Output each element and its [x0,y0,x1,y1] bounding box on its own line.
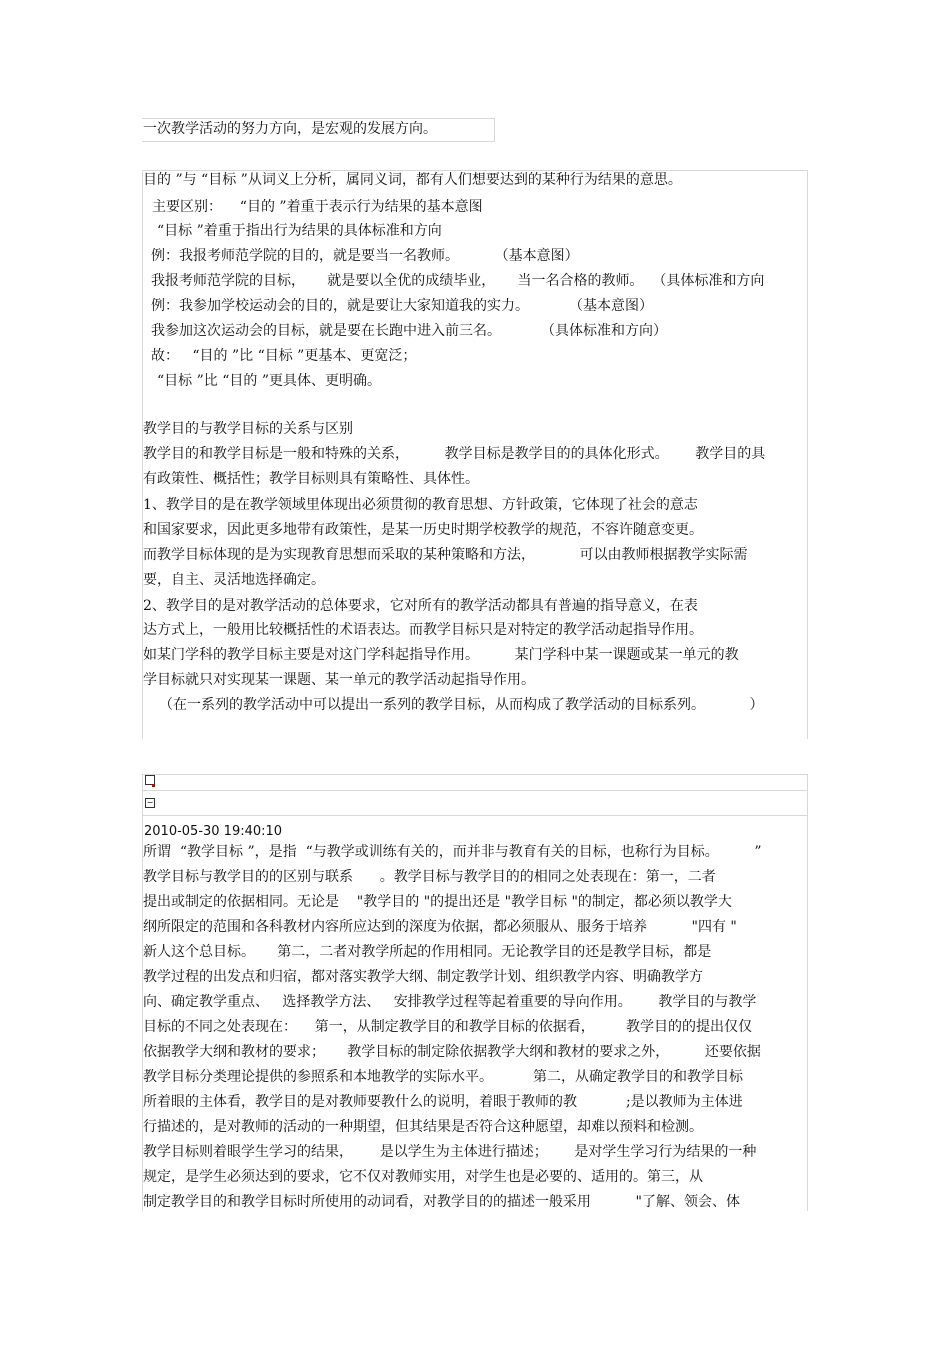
s1-line: “目标 ”着重于指出行为结果的具体标准和方向 [157,223,442,239]
s2-line: 制定教学目的和教学目标时所使用的动词看，对教学目的的描述一般采用 "了解、领会、体 [143,1194,740,1210]
collapse-icon[interactable]: − [146,798,154,807]
s1-para: 如某门学科的教学目标主要是对这门学科起指导作用。 某门学科中某一课题或某一单元的教 [143,647,739,663]
s2-line: 行描述的，是对教师的活动的一种期望，但其结果是否符合这种愿望，却难以预料和检测。 [143,1119,703,1135]
s2-line: 目标的不同之处表现在： 第一，从制定教学目的和教学目标的依据看， 教学目的的提出仅仅 [143,1019,752,1035]
s1-line: 我参加这次运动会的目标，就是要在长跑中进入前三名。 （具体标准和方向） [151,323,668,339]
s2-line: 规定，是学生必须达到的要求，它不仅对教师实用，对学生也是必要的、适用的。第三，从 [143,1169,703,1185]
s2-line: 所谓 “教学目标 ”，是指 “与教学或训练有关的，而并非与教育有关的目标，也称行为目标。 ” [143,844,762,860]
s1-para: 有政策性、概括性；教学目标则具有策略性、具体性。 [143,471,479,487]
top-line: 一次教学活动的努力方向，是宏观的发展方向。 [143,121,437,137]
s1-para: 要，自主、灵活地选择确定。 [143,572,325,588]
s1-line: 主要区别： “目的 ”着重于表示行为结果的基本意图 [152,199,483,215]
red-dot-icon [152,784,155,787]
s1-para: 而教学目标体现的是为实现教育思想而采取的某种策略和方法， 可以由教师根据教学实际需 [143,547,748,563]
s2-line: 纲所限定的范围和各科教材内容所应达到的深度为依据，都必须服从、服务于培养 "四有 " [143,919,737,935]
s2-line: 依据教学大纲和教材的要求； 教学目标的制定除依据教学大纲和教材的要求之外， 还要依据 [143,1044,761,1060]
s1-heading: 教学目的与教学目标的关系与区别 [143,421,353,437]
s1-line: “目标 ”比 “目的 ”更具体、更明确。 [157,373,381,389]
s1-line: 故： “目的 ”比 “目标 ”更基本、更宽泛； [151,348,417,364]
s1-para: 1、教学目的是在教学领域里体现出必须贯彻的教育思想、方针政策，它体现了社会的意志 [143,497,698,513]
s1-para: 2、教学目的是对教学活动的总体要求，它对所有的教学活动都具有普遍的指导意义，在表 [143,598,698,614]
s1-line: 目的 ”与 “目标 ”从词义上分析，属同义词，都有人们想要达到的某种行为结果的意思。 [143,172,682,188]
s1-para: 达方式上，一般用比较概括性的术语表达。而教学目标只是对特定的教学活动起指导作用。 [143,622,703,638]
s1-para: 和国家要求，因此更多地带有政策性，是某一历史时期学校教学的规范，不容许随意变更。 [143,522,703,538]
timestamp: 2010-05-30 19:40:10 [144,824,283,839]
s1-line: 例：我参加学校运动会的目的，就是要让大家知道我的实力。 （基本意图） [151,298,654,314]
s2-line: 所着眼的主体看，教学目的是对教师要教什么的说明，着眼于教师的教 ;是以教师为主体进 [143,1094,743,1110]
toolbar-row [142,790,808,791]
s2-line: 新人这个总目标。 第二，二者对教学所起的作用相同。无论教学目的还是教学目标，都是 [143,944,712,960]
s1-line: 我报考师范学院的目标， 就是要以全优的成绩毕业， 当一名合格的教师。 （具体标准和方向 [151,273,765,289]
toolbar-row [142,815,808,816]
s1-para: （在一系列的教学活动中可以提出一系列的教学目标，从而构成了教学活动的目标系列。 ） [159,697,764,713]
s2-line: 教学目标分类理论提供的参照系和本地教学的实际水平。 第二，从确定教学目的和教学目标 [143,1069,744,1085]
s1-line: 例：我报考师范学院的目的，就是要当一名教师。 （基本意图） [151,248,579,264]
s1-para: 学目标就只对实现某一课题、某一单元的教学活动起指导作用。 [143,672,535,688]
s2-line: 教学过程的出发点和归宿，都对落实教学大纲、制定教学计划、组织教学内容、明确教学方 [143,969,703,985]
s2-line: 提出或制定的依据相同。无论是 "教学目的 "的提出还是 "教学目标 "的制定，都必须以教学大 [143,894,732,910]
s2-line: 教学目标则着眼学生学习的结果， 是以学生为主体进行描述； 是对学生学习行为结果的一种 [143,1144,757,1160]
s1-para: 教学目的和教学目标是一般和特殊的关系， 教学目标是教学目的的具体化形式。 教学目的具 [143,446,766,462]
s2-line: 教学目标与教学目的的区别与联系 。教学目标与教学目的的相同之处表现在：第一，二者 [143,869,716,885]
s2-line: 向、确定教学重点、 选择教学方法、 安排教学过程等起着重要的导向作用。 教学目的与教学 [143,994,757,1010]
